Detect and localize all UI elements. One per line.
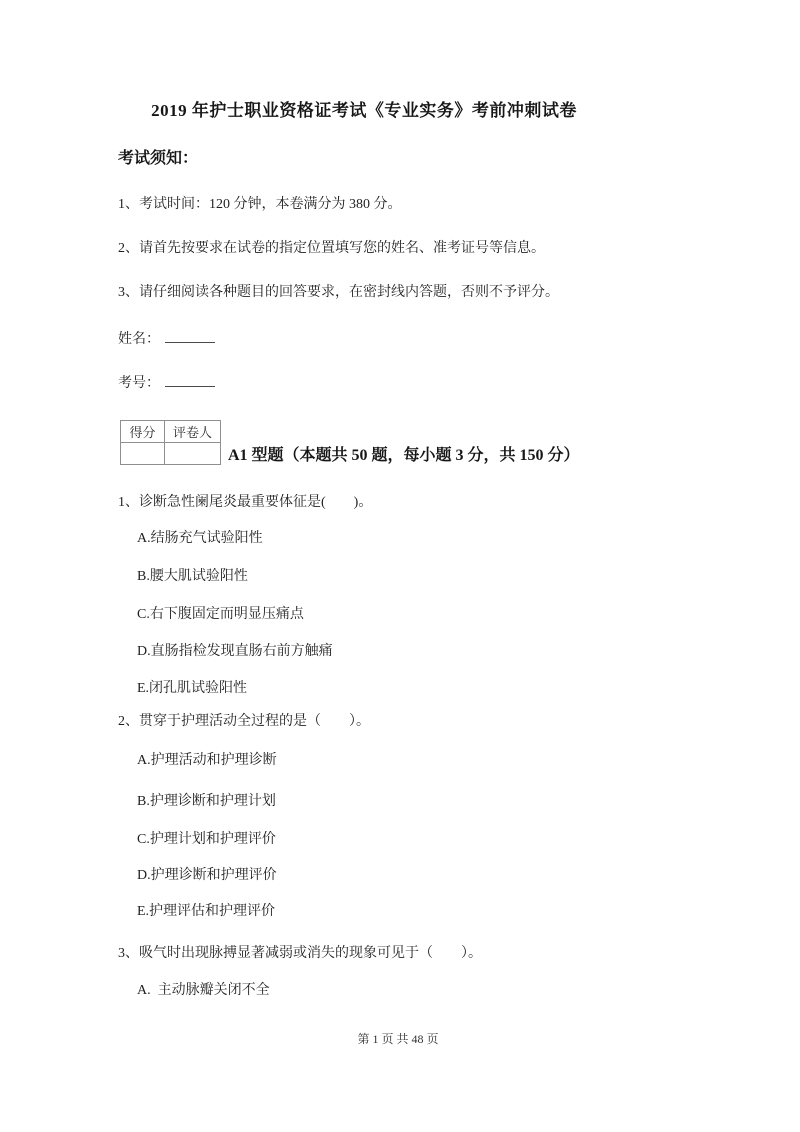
page-footer: 第 1 页 共 48 页	[357, 1032, 439, 1046]
score-table	[120, 420, 221, 465]
notice-heading: 考试须知：	[118, 150, 199, 167]
question-2-stem: 2、贯穿于护理活动全过程的是（ ）。	[118, 714, 370, 729]
question-1-option-b: B.腰大肌试验阳性	[137, 569, 248, 584]
score-table-header-grader: 评卷人	[165, 421, 221, 443]
question-1-option-e: E.闭孔肌试验阳性	[137, 681, 248, 696]
question-2-option-b: B.护理诊断和护理计划	[137, 794, 276, 809]
name-label: 姓名：	[118, 332, 160, 347]
question-2-option-a: A.护理活动和护理诊断	[137, 753, 277, 768]
question-3-stem: 3、吸气时出现脉搏显著减弱或消失的现象可见于（ ）。	[118, 946, 482, 961]
section-heading: A1 型题（本题共 50 题，每小题 3 分，共 150 分）	[228, 447, 580, 464]
notice-item-1: 1、考试时间：120 分钟，本卷满分为 380 分。	[118, 197, 402, 212]
notice-item-2: 2、请首先按要求在试卷的指定位置填写您的姓名、准考证号等信息。	[118, 241, 545, 256]
question-1-option-c: C.右下腹固定而明显压痛点	[137, 607, 304, 622]
score-table-cell-grader	[165, 443, 221, 465]
exam-no-label: 考号：	[118, 376, 160, 391]
exam-no-field-row	[118, 373, 215, 393]
exam-no-blank-line	[165, 373, 215, 387]
question-1-option-a: A.结肠充气试验阳性	[137, 531, 263, 546]
question-1-option-d: D.直肠指检发现直肠右前方触痛	[137, 644, 333, 659]
question-2-option-e: E.护理评估和护理评价	[137, 904, 276, 919]
notice-item-3: 3、请仔细阅读各种题目的回答要求，在密封线内答题，否则不予评分。	[118, 285, 559, 300]
name-field-row	[118, 329, 215, 349]
question-1-stem: 1、诊断急性阑尾炎最重要体征是( )。	[118, 495, 373, 510]
score-table-cell-score	[121, 443, 165, 465]
score-table-header-score: 得分	[121, 421, 165, 443]
question-3-option-a: A. 主动脉瓣关闭不全	[137, 983, 270, 998]
name-blank-line	[165, 329, 215, 343]
question-2-option-c: C.护理计划和护理评价	[137, 832, 276, 847]
question-2-option-d: D.护理诊断和护理评价	[137, 868, 277, 883]
document-title: 2019 年护士职业资格证考试《专业实务》考前冲刺试卷	[151, 101, 577, 120]
